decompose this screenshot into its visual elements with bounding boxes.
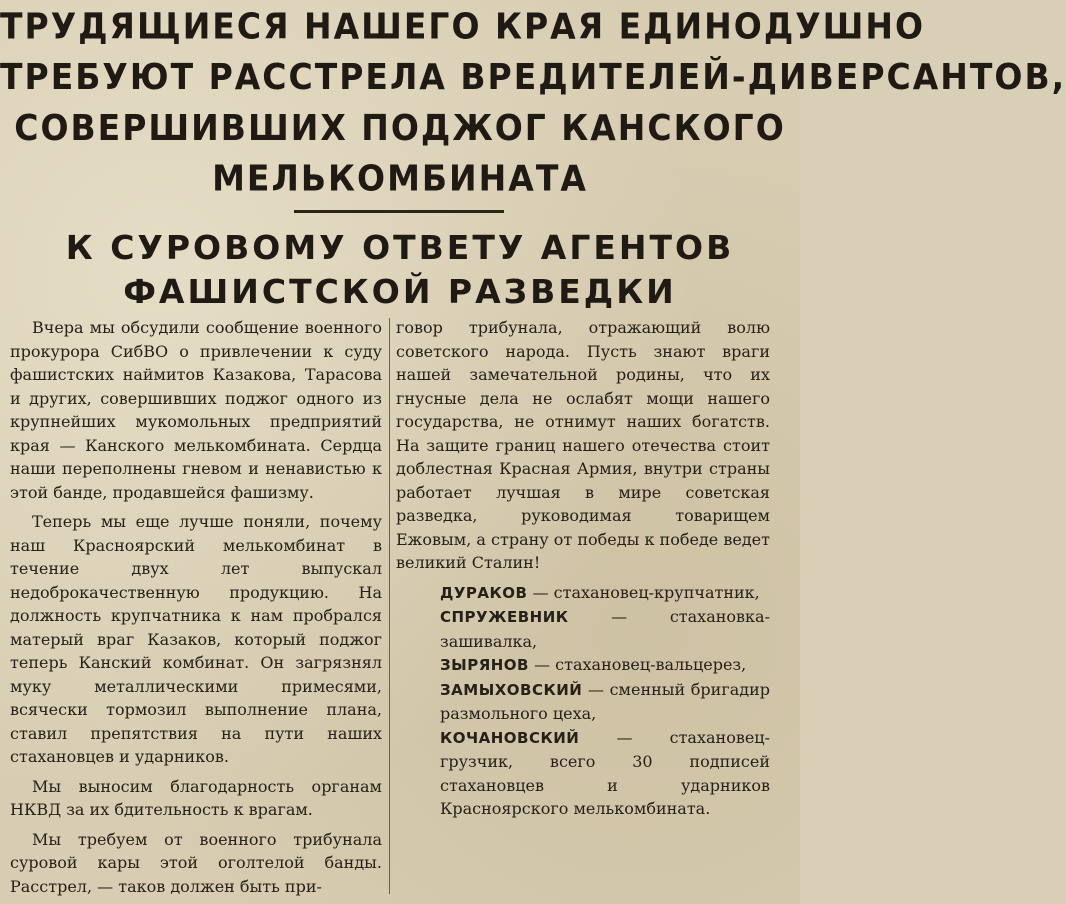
headline-line: ТРЕБУЮТ РАССТРЕЛА ВРЕДИТЕЛЕЙ-ДИВЕРСАНТОВ, [0, 55, 1066, 98]
signer-name: КОЧАНОВСКИЙ [440, 728, 580, 747]
signer-entry [396, 653, 770, 678]
signer-role: — сменный бригадир размольного цеха, [440, 679, 770, 723]
headline-line: ТРУДЯЩИЕСЯ НАШЕГО КРАЯ ЕДИНОДУШНО [0, 4, 926, 47]
signer-role: — стахановка-зашивалка, [440, 607, 770, 651]
signer-name: ЗЫРЯНОВ [440, 656, 529, 674]
signer-role: — стахановец-грузчик, всего 30 подписей стахановцев и ударников Красноярского мелькомбината. [440, 727, 770, 818]
signer-role: — стахановец-крупчатник, [527, 582, 760, 602]
article-column-left [10, 316, 382, 904]
column-divider [389, 318, 390, 894]
headline-line: СОВЕРШИВШИХ ПОДЖОГ КАНСКОГО [14, 106, 786, 149]
signer-entry [396, 726, 770, 821]
article-paragraph: Теперь мы еще лучше поняли, почему наш Красноярский мелькомбинат в течение двух лет выпускал недоброкачественную продукцию. На должность крупчатника к нам пробрался матерый враг Казаков, который поджог теперь Канский комбинат. Он загрязнял муку металлическими примесями, всячески тормозил выполнение плана, ставил препятствия на пути наших стахановцев и ударников. [10, 512, 382, 766]
article-column-right [396, 316, 770, 821]
signer-entry [396, 678, 770, 726]
signer-role: — стахановец-вальцерез, [528, 655, 747, 674]
signer-entry [396, 605, 770, 653]
signer-name: ДУРАКОВ [440, 583, 528, 602]
article-paragraph: говор трибунала, отражающий волю советского народа. Пусть знают враги нашей замечательной родины, что их гнусные дела не ослабят мощи нашего государства, не отнимут наших богатств. На защите границ нашего отечества стоит доблестная Красная Армия, внутри страны работает лучшая в мире советская разведка, руководимая товарищем Ежовым, а страну от победы к победе ведет великий Сталин! [396, 318, 770, 572]
headline-line: МЕЛЬКОМБИНАТА [212, 157, 588, 200]
signer-entry [396, 581, 770, 606]
article-paragraph: Мы требуем от военного трибунала суровой кары этой оголтелой банды. Расстрел, — таков должен быть при- [10, 829, 382, 896]
article-paragraph: Вчера мы обсудили сообщение военного прокурора СибВО о привлечении к суду фашистских наймитов Казакова, Тарасова и других, совершивших поджог одного из крупнейших мукомольных предприятий края — Канского мелькомбината. Сердца наши переполнены гневом и ненавистью к этой банде, продавшейся фашизму. [10, 318, 382, 502]
article-paragraph: Мы выносим благодарность органам НКВД за их бдительность к врагам. [10, 776, 382, 819]
signer-name: СПРУЖЕВНИК [440, 608, 569, 626]
subheadline [0, 226, 800, 314]
headline-rule [294, 210, 504, 213]
subheadline-line: К СУРОВОМУ ОТВЕТУ АГЕНТОВ [65, 228, 735, 267]
headline [0, 0, 1066, 203]
subheadline-line: ФАШИСТСКОЙ РАЗВЕДКИ [123, 272, 677, 311]
signer-name: ЗАМЫХОВСКИЙ [440, 680, 583, 699]
